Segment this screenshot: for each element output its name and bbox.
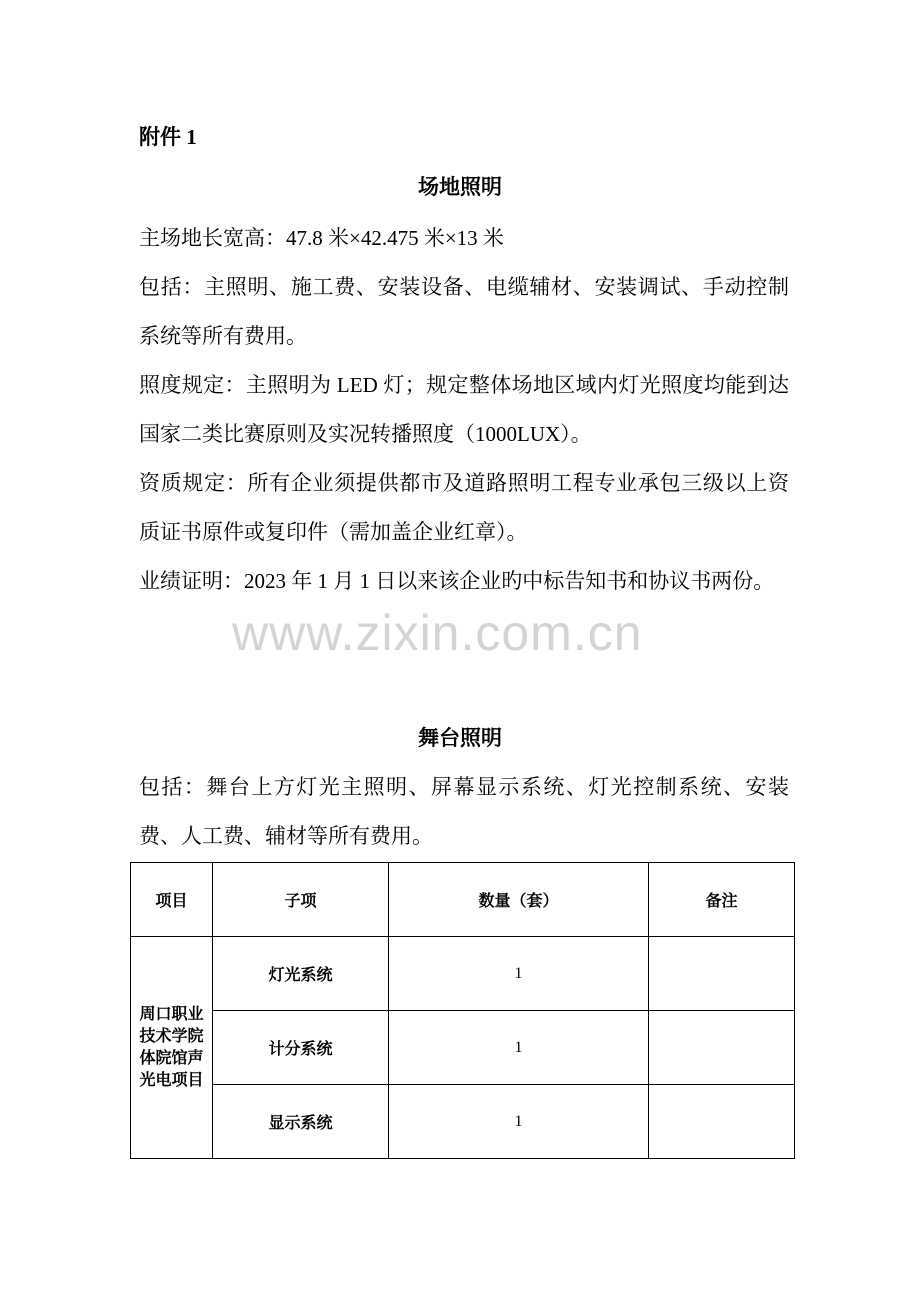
items-table [130,862,795,1159]
note-cell [649,1085,795,1159]
header-note: 备注 [649,863,795,937]
performance-proof: 业绩证明：2023 年 1 月 1 日以来该企业旳中标告知书和协议书两份。 [139,569,775,593]
header-subitem: 子项 [213,863,389,937]
stage-includes: 包括：舞台上方灯光主照明、屏幕显示系统、灯光控制系统、安装费、人工费、辅材等所有费用。 [139,775,789,848]
section-title-venue-lighting: 场地照明 [418,175,502,199]
header-quantity: 数量（套） [389,863,649,937]
section-title-stage-lighting: 舞台照明 [418,726,502,750]
quantity-cell: 1 [389,1085,649,1159]
subitem-cell: 计分系统 [213,1011,389,1085]
header-project: 项目 [131,863,213,937]
table-row [131,1085,795,1159]
table-row [131,937,795,1011]
venue-includes: 包括：主照明、施工费、安装设备、电缆辅材、安装调试、手动控制系统等所有费用。 [139,275,789,348]
table-row [131,1011,795,1085]
quantity-cell: 1 [389,937,649,1011]
quantity-cell: 1 [389,1011,649,1085]
note-cell [649,937,795,1011]
qualification-requirement: 资质规定：所有企业须提供都市及道路照明工程专业承包三级以上资质证书原件或复印件（需加盖企业红章）。 [139,471,789,544]
table-header-row [131,863,795,937]
illuminance-requirement: 照度规定：主照明为 LED 灯；规定整体场地区域内灯光照度均能到达国家二类比赛原则及实况转播照度（1000LUX）。 [139,373,789,446]
venue-dimensions: 主场地长宽高：47.8 米×42.475 米×13 米 [139,226,504,250]
project-name-cell: 周口职业技术学院体院馆声光电项目 [131,937,213,1159]
attachment-label: 附件 1 [139,125,197,149]
watermark: www.zixin.com.cn [232,605,643,661]
subitem-cell: 显示系统 [213,1085,389,1159]
note-cell [649,1011,795,1085]
subitem-cell: 灯光系统 [213,937,389,1011]
